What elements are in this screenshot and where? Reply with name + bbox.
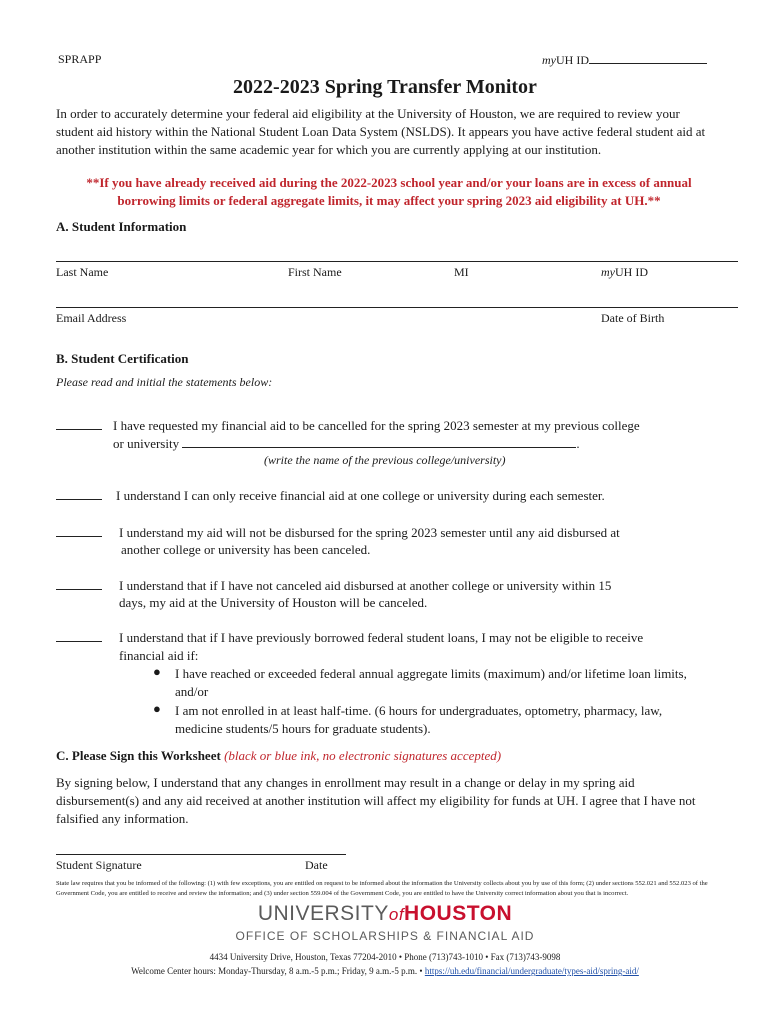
intro-paragraph: In order to accurately determine your federal aid eligibility at the University of Houston, we are required to review your student aid history within the National Student Loan Data System (NSLDS). It appears you have active federal student aid at another institution within the same academic year for which you are currently applying at our institution. (56, 106, 706, 157)
initial-blank-2[interactable] (56, 488, 102, 500)
logo-university: UNIVERSITY (257, 902, 389, 925)
statement-5-line-1: I understand that if I have previously borrowed federal student loans, I may not be eligible to receive (119, 630, 644, 645)
email-label: Email Address (56, 311, 127, 325)
section-c-title: C. Please Sign this Worksheet (56, 748, 221, 763)
section-a-heading: A. Student Information (56, 219, 187, 234)
signature-line[interactable] (56, 854, 346, 855)
statement-4-line-2: days, my aid at the University of Houston will be canceled. (119, 595, 428, 610)
bullet-icon: ● (153, 664, 161, 679)
initial-blank-5[interactable] (56, 630, 102, 642)
dob-label: Date of Birth (601, 311, 665, 325)
statement-2: I understand I can only receive financial aid at one college or university during each semester. (116, 488, 605, 503)
statement-3-line-2: another college or university has been canceled. (121, 542, 371, 557)
form-code: SPRAPP (58, 52, 102, 66)
section-b-instructions: Please read and initial the statements below: (56, 375, 273, 389)
uh-logo (0, 902, 770, 943)
statement-1-note: (write the name of the previous college/university) (264, 453, 506, 467)
student-info-line-1[interactable] (56, 261, 738, 262)
page-title: 2022-2023 Spring Transfer Monitor (233, 76, 537, 98)
statement-3-line-1: I understand my aid will not be disbursed for the spring 2023 semester until any aid disbursed at (119, 525, 620, 540)
footer-hours (0, 966, 770, 976)
bullet-1-line-1: I have reached or exceeded federal annual aggregate limits (maximum) and/or lifetime loan limits, (175, 666, 687, 681)
section-c-note: (black or blue ink, no electronic signatures accepted) (224, 748, 502, 763)
footer-hours-text: Welcome Center hours: Monday-Thursday, 8 a.m.-5 p.m.; Friday, 9 a.m.-5 p.m. • (131, 966, 425, 976)
logo-of: of (388, 905, 405, 924)
bullet-2-line-1: I am not enrolled in at least half-time. (6 hours for undergraduates, optometry, pharmacy, law, (175, 703, 663, 718)
statement-1-or-university: or university (113, 436, 180, 451)
uh-wordmark (0, 902, 770, 927)
logo-office: OFFICE OF SCHOLARSHIPS & FINANCIAL AID (235, 929, 535, 943)
date-label: Date (305, 858, 328, 872)
previous-college-blank[interactable] (182, 436, 576, 448)
signature-label: Student Signature (56, 858, 142, 872)
last-name-label: Last Name (56, 265, 109, 279)
section-c-body: By signing below, I understand that any changes in enrollment may result in a change or delay in my spring aid disbursement(s) and any aid received at another institution will affect my eligibility for funds at UH. I agree that I have not falsified any information. (56, 775, 696, 826)
myuh-id-label-prefix: my (542, 53, 556, 67)
myuh-id-info-label (601, 265, 648, 280)
myuh-id-blank[interactable] (589, 52, 707, 64)
student-info-line-2[interactable] (56, 307, 738, 308)
footer-address: 4434 University Drive, Houston, Texas 77204-2010 • Phone (713)743-1010 • Fax (713)743-9098 (209, 952, 561, 962)
bullet-1-line-2: and/or (175, 684, 209, 699)
legal-notice: State law requires that you be informed of the following: (1) with few exceptions, you are entitled on request to be informed about the information the University collects about you by use of this form; (2) under sections 552.021 and 552.023 of the Government Code, you are entitled to receive and review the information; and (3) under section 559.004 of the Government Code, you are entitled to have the University correct information about you that is incorrect. (56, 880, 708, 897)
myuh-id-field[interactable] (542, 52, 707, 68)
mi-label: MI (454, 265, 469, 279)
section-c-heading (56, 748, 501, 764)
myuh-id-label: UH ID (556, 53, 589, 67)
initial-blank-4[interactable] (56, 578, 102, 590)
initial-blank-1[interactable] (56, 418, 102, 430)
warning-notice: **If you have already received aid during the 2022-2023 school year and/or your loans are in excess of annual borrowing limits or federal aggregate limits, it may affect your spring 2023 aid eligibility at UH.** (86, 175, 692, 208)
initial-blank-3[interactable] (56, 525, 102, 537)
first-name-label: First Name (288, 265, 342, 279)
spring-aid-link[interactable]: https://uh.edu/financial/undergraduate/types-aid/spring-aid/ (424, 966, 639, 976)
statement-1-line-1: I have requested my financial aid to be cancelled for the spring 2023 semester at my previous college (113, 418, 640, 433)
section-b-heading: B. Student Certification (56, 351, 189, 366)
statement-4-line-1: I understand that if I have not canceled aid disbursed at another college or university within 15 (119, 578, 612, 593)
myuh-prefix: my (601, 265, 615, 279)
statement-5-line-2: financial aid if: (119, 648, 199, 663)
bullet-icon: ● (153, 701, 161, 716)
bullet-2-line-2: medicine students/5 hours for graduate students). (175, 721, 431, 736)
statement-1-line-2: or university . (113, 436, 580, 451)
logo-houston: HOUSTON (404, 902, 513, 925)
myuh-suffix: UH ID (615, 265, 648, 279)
